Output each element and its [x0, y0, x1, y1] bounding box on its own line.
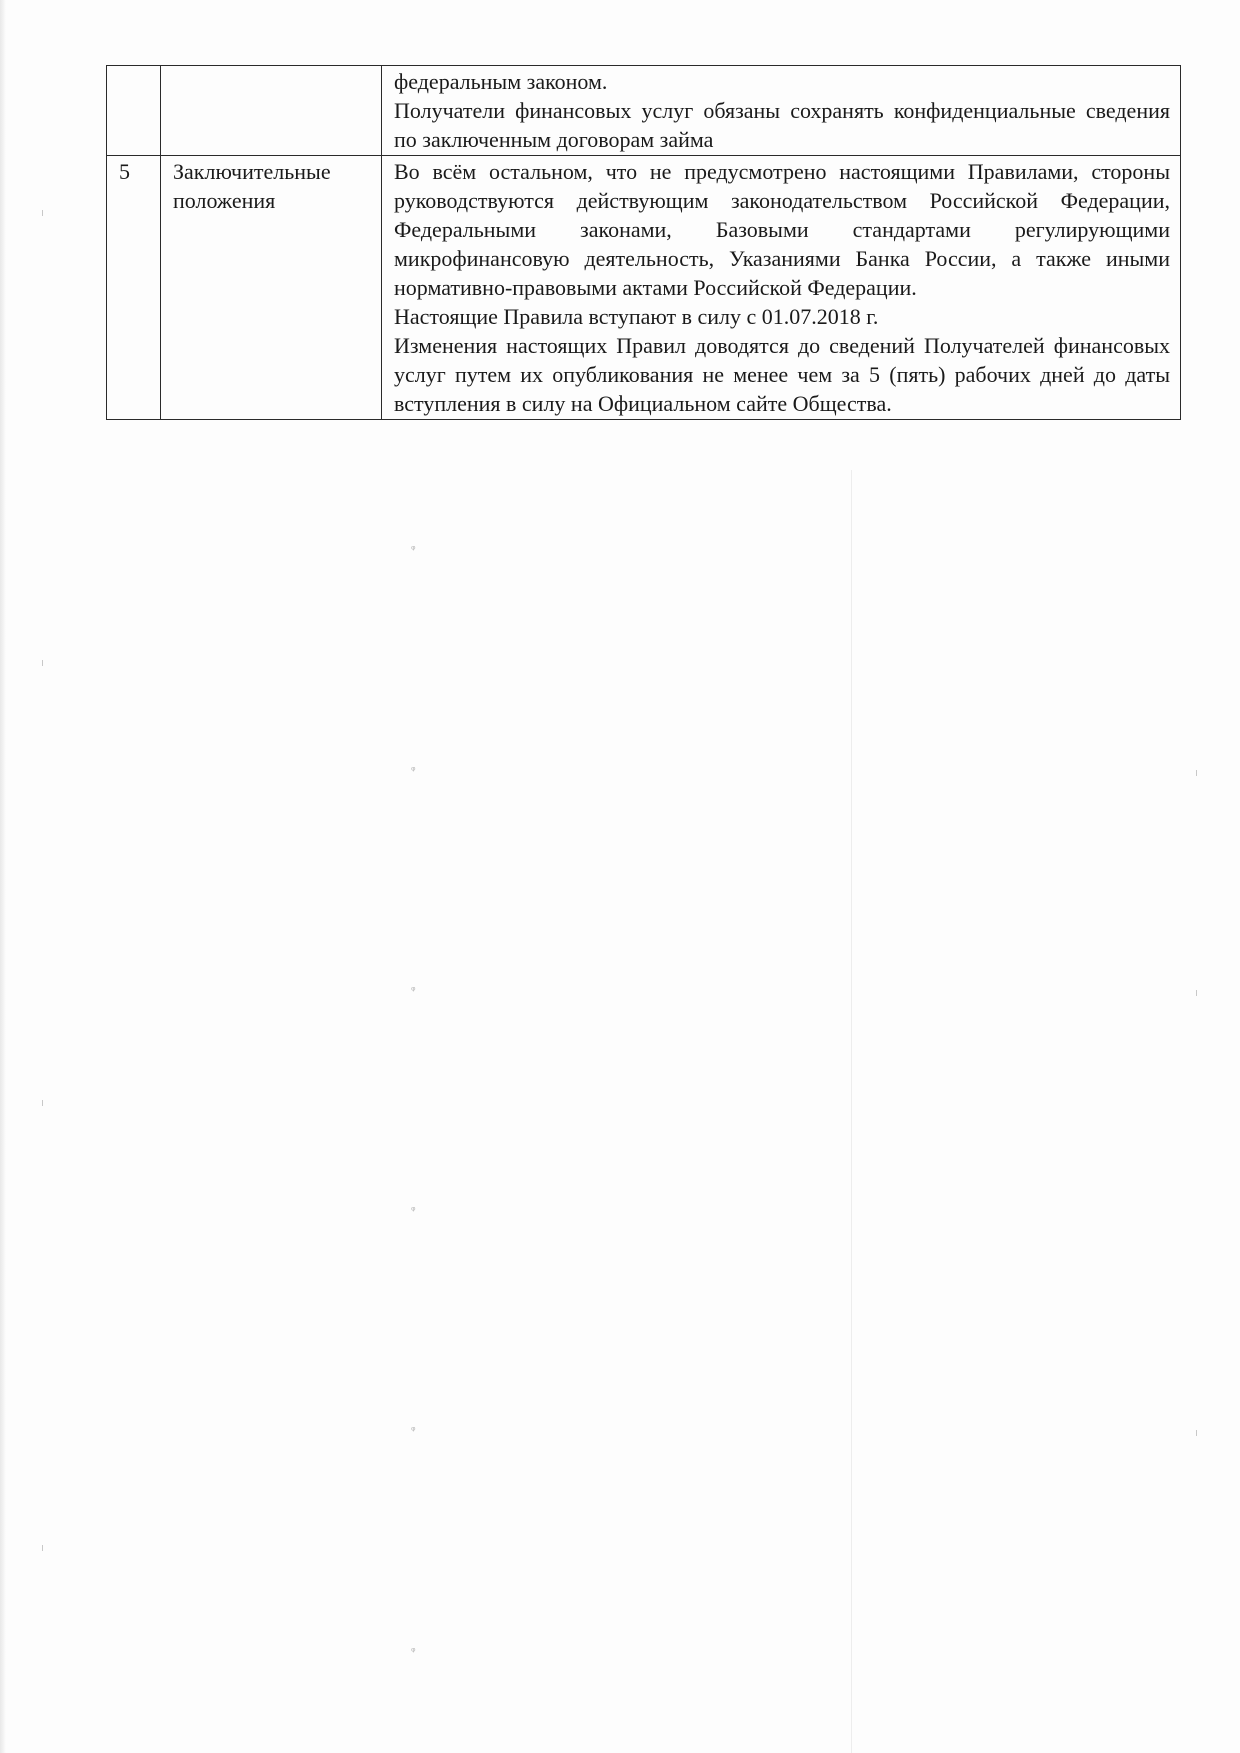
table-row: [107, 156, 1181, 420]
scan-speck: ᵠ: [411, 984, 416, 997]
scan-dash: [1196, 1430, 1197, 1436]
body-paragraph: Во всём остальном, что не предусмотрено настоящими Правилами, стороны руководствуются действующим законодательством Российской Федерации, Федеральными законами, Базовыми стандартами регулирующими микрофинансовую деятельность, Указаниями Банка России, а также иными нормативно-правовыми актами Российской Федерации.: [394, 159, 1170, 300]
paper-fold-line: [851, 470, 852, 1753]
scan-speck: ᵠ: [411, 1645, 416, 1658]
rules-table: [106, 65, 1181, 420]
scan-speck: ᵠ: [411, 764, 416, 777]
scan-speck: ᵠ: [411, 543, 416, 556]
row-title-cell: [161, 66, 382, 156]
scan-speck: ᵠ: [411, 1424, 416, 1437]
scan-dash: [42, 660, 43, 666]
scan-dash: [1196, 990, 1197, 996]
row-number-cell: 5: [107, 156, 161, 420]
row-title-cell: Заключительные положения: [161, 156, 382, 420]
table-row: [107, 66, 1181, 156]
body-paragraph: Получатели финансовых услуг обязаны сохранять конфиденциальные сведения по заключенным договорам займа: [394, 98, 1170, 152]
body-paragraph: федеральным законом.: [394, 69, 608, 94]
row-body-cell: [382, 156, 1181, 420]
row-body-cell: [382, 66, 1181, 156]
row-number-cell: [107, 66, 161, 156]
body-paragraph: Изменения настоящих Правил доводятся до сведений Получателей финансовых услуг путем их опубликования не менее чем за 5 (пять) рабочих дней до даты вступления в силу на Официальном сайте Общества.: [394, 333, 1170, 416]
scan-speck: ᵠ: [411, 1204, 416, 1217]
scan-dash: [42, 1545, 43, 1551]
scan-dash: [42, 210, 43, 216]
body-paragraph: Настоящие Правила вступают в силу с 01.07.2018 г.: [394, 304, 879, 329]
scan-edge-shadow: [0, 0, 6, 1753]
scan-dash: [42, 1100, 43, 1106]
scan-dash: [1196, 770, 1197, 776]
